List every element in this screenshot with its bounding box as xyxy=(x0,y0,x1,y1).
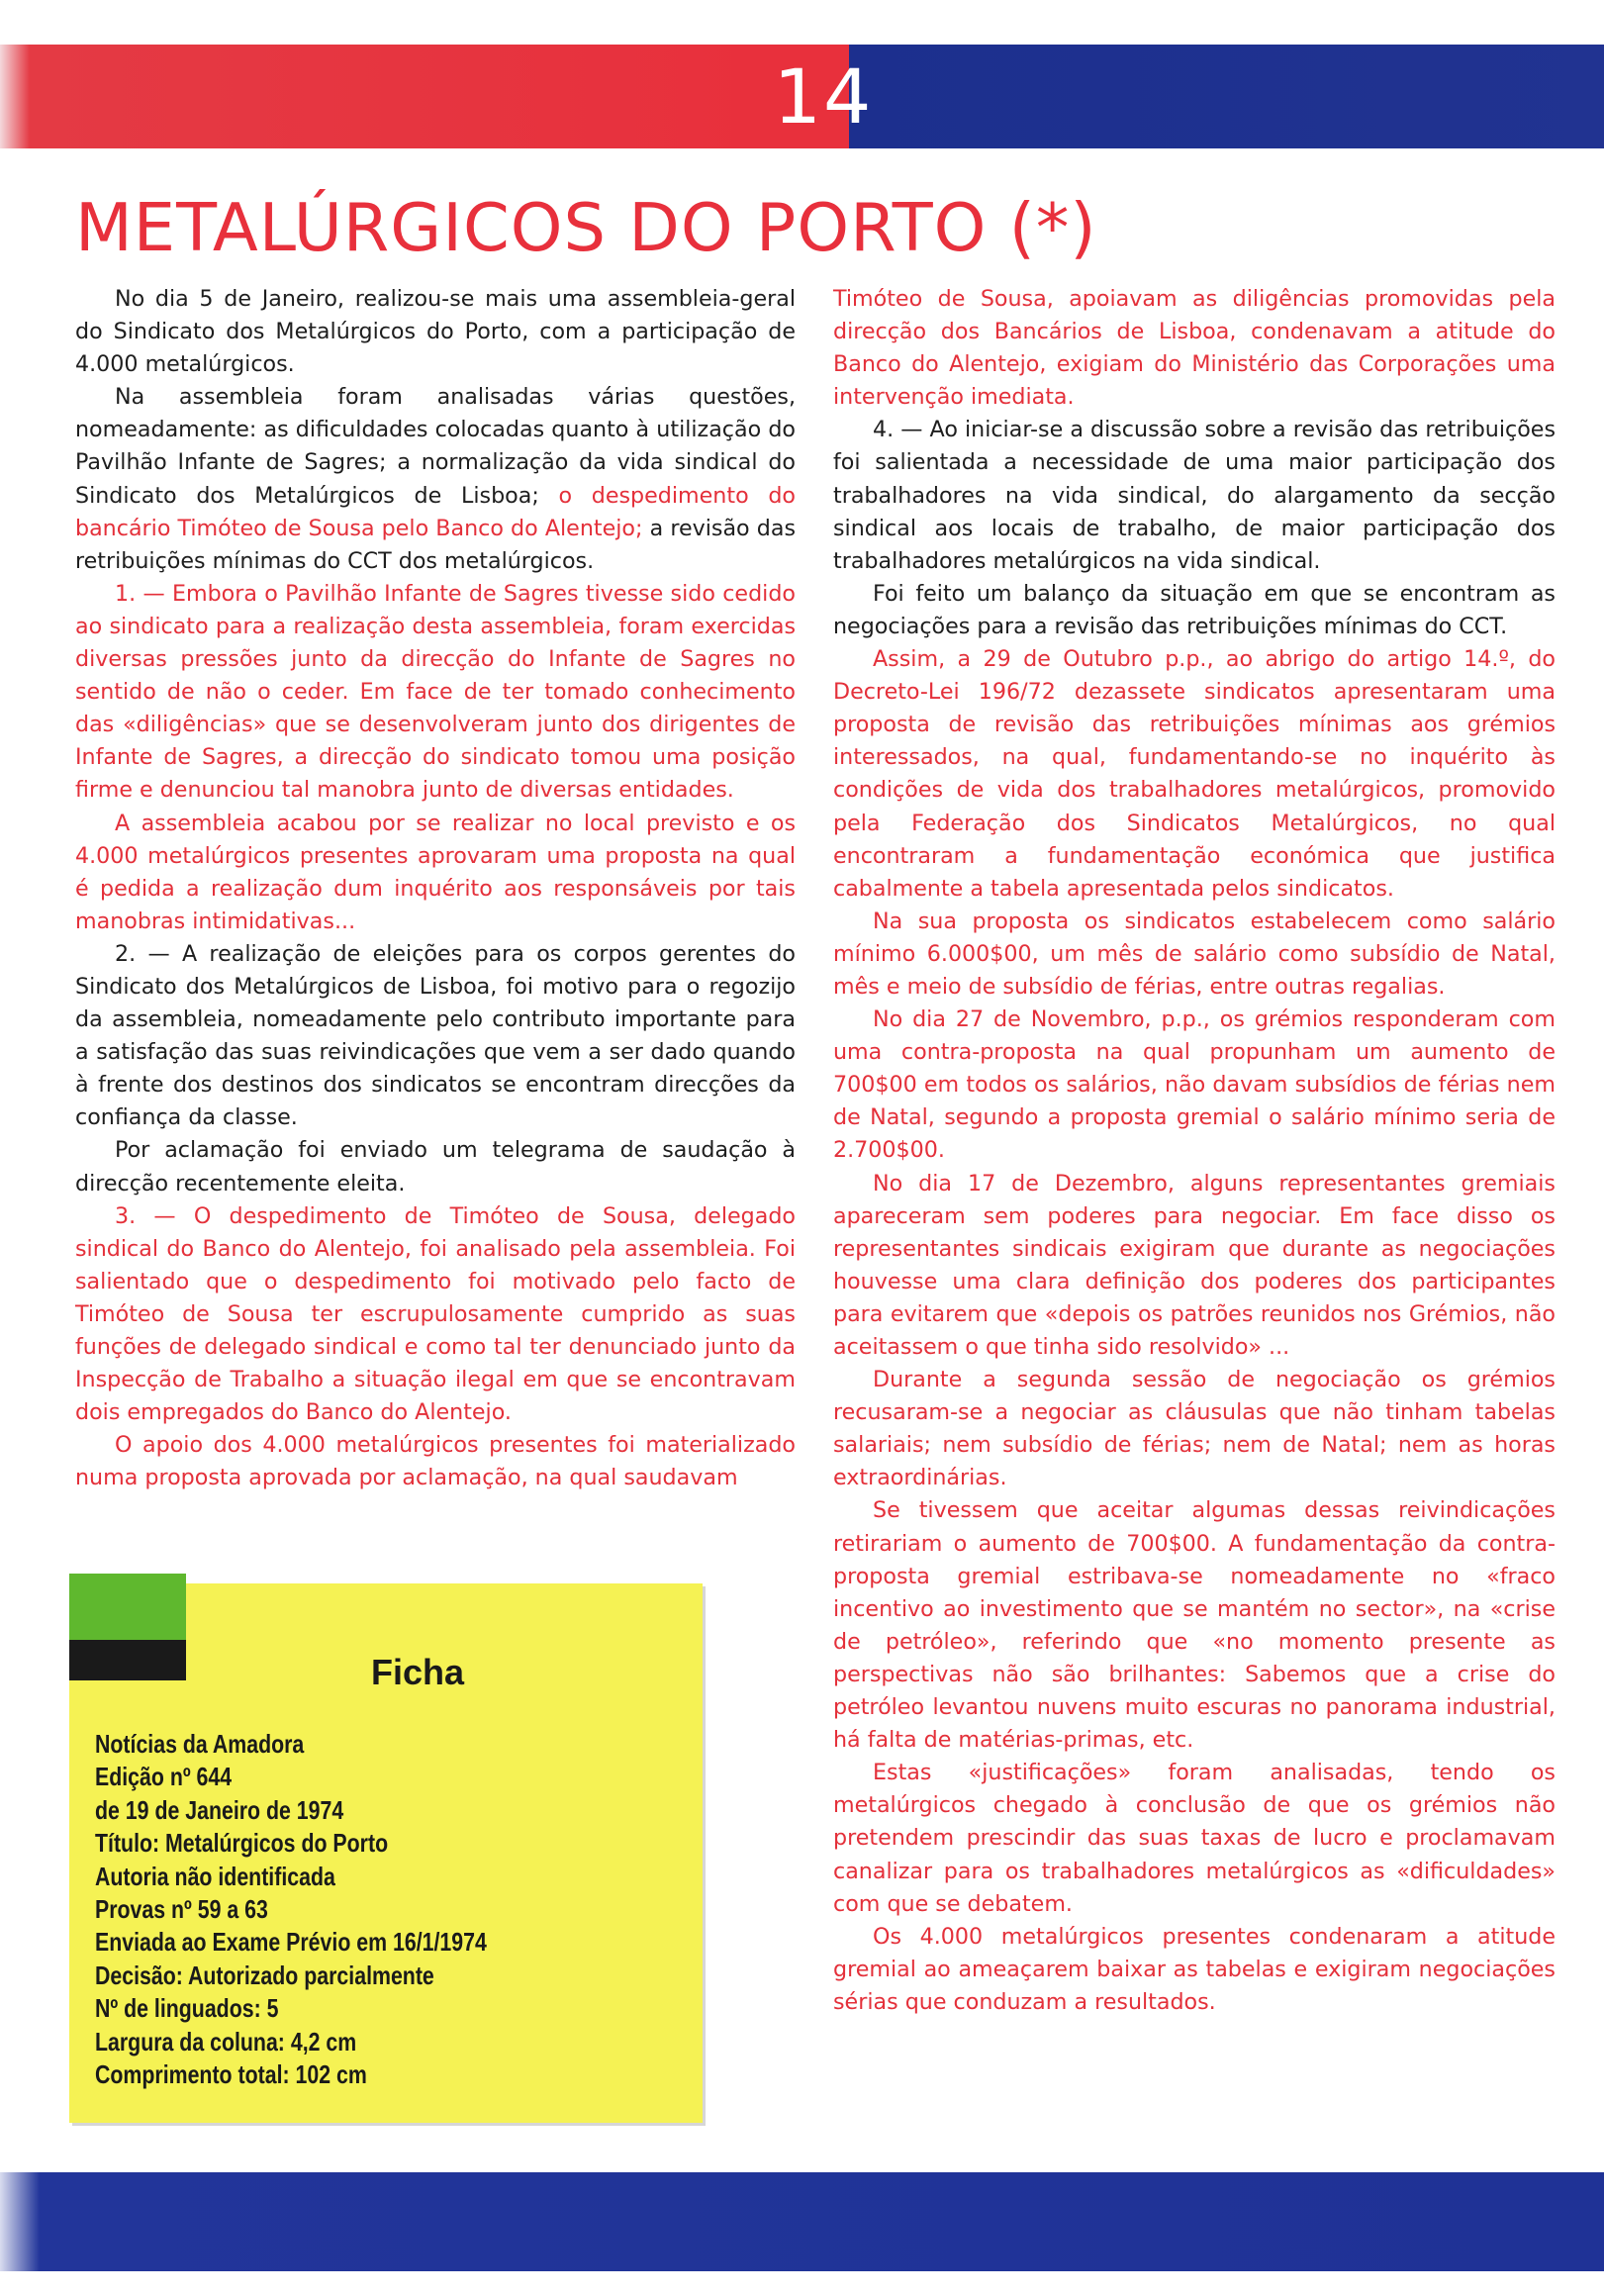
ficha-line: Largura da coluna: 4,2 cm xyxy=(95,2026,357,2057)
ficha-tab-marker xyxy=(69,1574,186,1680)
ficha-line: Comprimento total: 102 cm xyxy=(95,2059,367,2090)
footer-band xyxy=(0,2172,1604,2271)
article-paragraph: No dia 5 de Janeiro, realizou-se mais uma assembleia-geral do Sindicato dos Metalúrgicos do Porto, com a participação de 4.000 metalúrgicos. xyxy=(75,286,796,378)
article-paragraph: Assim, a 29 de Outubro p.p., ao abrigo do artigo 14.º, do Decreto-Lei 196/72 dezassete sindicatos apresentaram uma proposta de revisão das retribuições mínimas aos grémios interessados, na qual, fundamentando-se no inquérito às condições de vida dos trabalhadores metalúrgicos, promovido pela Federação dos Sindicatos Metalúrgicos, no qual encontraram a fundamentação económica que justifica cabalmente a tabela apresentada pelos sindicatos. xyxy=(833,646,1556,902)
article-title: METALÚRGICOS DO PORTO (*) xyxy=(75,189,1097,266)
ficha-line: Notícias da Amadora xyxy=(95,1729,305,1759)
article-paragraph xyxy=(75,381,796,578)
article-paragraph: No dia 17 de Dezembro, alguns representantes gremiais apareceram sem poderes para negociar. Em face disso os representantes sindicais exigiram que durante as negociações houvesse uma clara definição dos poderes dos participantes para evitarem que «depois os patrões reunidos nos Grémios, não aceitassem o que tinha sido resolvido» ... xyxy=(833,1170,1556,1360)
article-paragraph: Os 4.000 metalúrgicos presentes condenaram a atitude gremial ao ameaçarem baixar as tabelas e exigiram negociações sérias que conduzam a resultados. xyxy=(833,1923,1556,2015)
article-paragraph: 4. — Ao iniciar-se a discussão sobre a revisão das retribuições foi salientada a necessidade de uma maior participação dos trabalhadores na vida sindical, do alargamento da secção sindical aos locais de trabalho, de maior participação dos trabalhadores metalúrgicos na vida sindical. xyxy=(833,417,1556,574)
article-paragraph: O apoio dos 4.000 metalúrgicos presentes foi materializado numa proposta aprovada por aclamação, na qual saudavam xyxy=(75,1432,796,1491)
article-paragraph: Timóteo de Sousa, apoiavam as diligências promovidas pela direcção dos Bancários de Lisboa, condenavam a atitude do Banco do Alentejo, exigiam do Ministério das Corporações uma intervenção imediata. xyxy=(833,286,1556,411)
ficha-line: Título: Metalúrgicos do Porto xyxy=(95,1828,389,1859)
article-paragraph: A assembleia acabou por se realizar no local previsto e os 4.000 metalúrgicos presentes aprovaram uma proposta na qual é pedida a realização dum inquérito aos responsáveis por tais manobras intimidativas... xyxy=(75,810,796,934)
article-paragraph: 2. — A realização de eleições para os corpos gerentes do Sindicato dos Metalúrgicos de Lisboa, foi motivo para o regozijo da assembleia, nomeadamente pelo contributo importante para a satisfação das suas reivindicações que vem a ser dado quando à frente dos destinos dos sindicatos se encontram direcções da confiança da classe. xyxy=(75,940,796,1131)
paragraph-segment: o despedimento do bancário Timóteo de Sousa pelo Banco do Alentejo; xyxy=(75,482,796,541)
article-paragraph: Se tivessem que aceitar algumas dessas reivindicações retirariam o aumento de 700$00. A fundamentação da contra-proposta gremial estribava-se nomeadamente no «fraco incentivo ao investimento que se mantém no sector», na «crise de petróleo», referindo que «no momento presente as perspectivas não são brilhantes: Sabemos que a crise do petróleo levantou nuvens muito escuras no panorama industrial, há falta de matérias-primas, etc. xyxy=(833,1497,1556,1754)
ficha-title: Ficha xyxy=(371,1652,465,1692)
paragraph-segment: a revisão das retribuições mínimas do CCT dos metalúrgicos. xyxy=(75,515,796,574)
ficha-line: Decisão: Autorizado parcialmente xyxy=(95,1960,434,1990)
ficha-line: de 19 de Janeiro de 1974 xyxy=(95,1794,344,1825)
article-paragraph: Na sua proposta os sindicatos estabelecem como salário mínimo 6.000$00, um mês de salário como subsídio de Natal, mês e meio de subsídio de férias, entre outras regalias. xyxy=(833,908,1556,1000)
article-paragraph: Por aclamação foi enviado um telegrama de saudação à direcção recentemente eleita. xyxy=(75,1137,796,1196)
right-column xyxy=(833,283,1556,2019)
article-paragraph: Estas «justificações» foram analisadas, tendo os metalúrgicos chegado à conclusão de que os grémios não pretendem prescindir das suas taxas de lucro e proclamavam canalizar para os trabalhadores metalúrgicos as «dificuldades» com que se debatem. xyxy=(833,1760,1556,1917)
ficha-line: Edição nº 644 xyxy=(95,1762,233,1792)
left-column xyxy=(75,283,796,1494)
ficha-line: Provas nº 59 a 63 xyxy=(95,1894,268,1925)
ficha-box xyxy=(69,1583,703,2123)
article-paragraph: Durante a segunda sessão de negociação os grémios recusaram-se a negociar as cláusulas que não tinham tabelas salariais; nem subsídio de férias; nem de Natal; nem as horas extraordinárias. xyxy=(833,1367,1556,1491)
article-paragraph: Foi feito um balanço da situação em que se encontram as negociações para a revisão das retribuições mínimas do CCT. xyxy=(833,580,1556,639)
page-number: 14 xyxy=(773,52,874,141)
ficha-line: Autoria não identificada xyxy=(95,1861,335,1891)
article-paragraph: No dia 27 de Novembro, p.p., os grémios responderam com uma contra-proposta na qual propunham um aumento de 700$00 em todos os salários, não davam subsídios de férias nem de Natal, segundo a proposta gremial o salário mínimo seria de 2.700$00. xyxy=(833,1006,1556,1164)
article-paragraph: 3. — O despedimento de Timóteo de Sousa, delegado sindical do Banco do Alentejo, foi analisado pela assembleia. Foi salientado que o despedimento foi motivado pelo facto de Timóteo de Sousa ter escrupulosamente cumprido as suas funções de delegado sindical e como tal ter denunciado junto da Inspecção de Trabalho a situação ilegal em que se encontravam dois empregados do Banco do Alentejo. xyxy=(75,1202,796,1426)
ficha-line: Nº de linguados: 5 xyxy=(95,1993,279,2024)
ficha-line: Enviada ao Exame Prévio em 16/1/1974 xyxy=(95,1927,487,1958)
article-paragraph: 1. — Embora o Pavilhão Infante de Sagres tivesse sido cedido ao sindicato para a realização desta assembleia, foram exercidas diversas pressões junto da direcção do Infante de Sagres no sentido de não o ceder. Em face de ter tomado conhecimento das «diligências» que se desenvolveram junto dos dirigentes de Infante de Sagres, a direcção do sindicato tomou uma posição firme e denunciou tal manobra junto de diversas entidades. xyxy=(75,580,796,804)
paragraph-segment: Na assembleia foram analisadas várias questões, nomeadamente: as dificuldades colocadas quanto à utilização do Pavilhão Infante de Sagres; a normalização da vida sindical do Sindicato dos Metalúrgicos de Lisboa; xyxy=(75,384,796,509)
ficha-list xyxy=(95,1728,487,2091)
